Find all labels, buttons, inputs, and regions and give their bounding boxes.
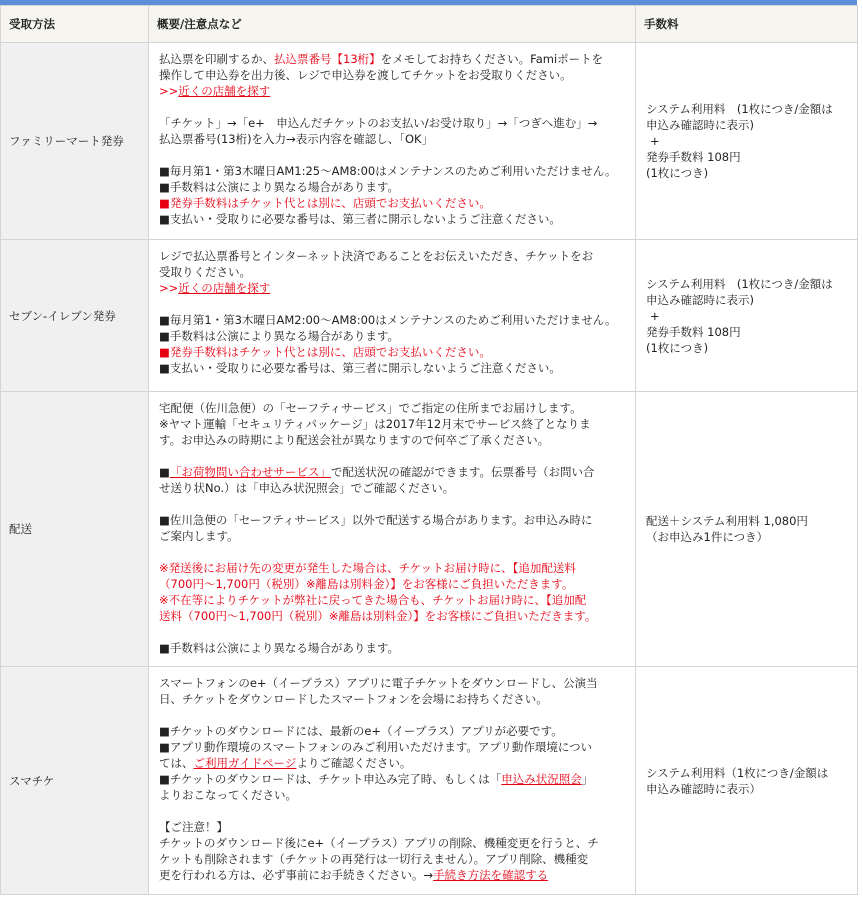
header-fee: 手数料 [636, 6, 858, 43]
application-status-link[interactable]: 申込み状況照会 [501, 772, 582, 786]
table-header-row [1, 6, 858, 43]
method-familymart: ファミリーマート発券 [1, 43, 149, 240]
payment-number-note: 払込票番号【13桁】 [274, 52, 381, 66]
table-row-smart-ticket [1, 667, 858, 895]
usage-guide-link[interactable]: ご利用ガイドページ [193, 756, 297, 770]
description-familymart: 払込票を印刷するか、払込票番号【13桁】をメモしてお持ちください。Famiポートを 操作して申込券を出力後、レジで申込券を渡してチケットをお受取りください。 >>近くの店舗を探す 「チケット」→「e+ 申込んだチケットのお支払い/お受け取り」→「つぎへ進む」→ 払込票番号(13桁)を入力→表示内容を確認し、「OK」 ■毎月第1・第3木曜日AM1:25～AM8:00はメンテナンスのためご利用いただけません。 ■手数料は公演により異なる場合があります。 ■発券手数料はチケット代とは別に、店頭でお支払いください。 ■支払い・受取りに必要な番号は、第三者に開示しないようご注意ください。 [149, 43, 636, 240]
package-tracking-link[interactable]: 「お荷物問い合わせサービス」 [169, 465, 331, 479]
method-seven-eleven: セブン-イレブン発券 [1, 240, 149, 392]
header-description: 概要/注意点など [149, 6, 636, 43]
fee-familymart: システム利用料 (1枚につき/金額は 申込み確認時に表示) + 発券手数料 108円 (1枚につき) [636, 43, 858, 240]
header-method: 受取方法 [1, 6, 149, 43]
table-row-delivery [1, 392, 858, 667]
table-row-seven-eleven [1, 240, 858, 392]
description-smart-ticket: スマートフォンのe+（イープラス）アプリに電子チケットをダウンロードし、公演当 日、チケットをダウンロードしたスマートフォンを会場にお持ちください。 ■チケットのダウンロードには、最新のe+（イープラス）アプリが必要です。 ■アプリ動作環境のスマートフォンのみご利用いただけます。アプリ動作環境につい ては、ご利用ガイドページよりご確認ください。 ■チケットのダウンロードは、チケット申込み完了時、もしくは「申込み状況照会」 よりおこなってください。 【ご注意！】 チケットのダウンロード後にe+（イープラス）アプリの削除、機種変更を行うと、チ ケットも削除されます（チケットの再発行は一切行えません）。アプリ削除、機種変 更を行われる方は、必ず事前にお手続きください。→手続き方法を確認する [149, 667, 636, 895]
find-store-link[interactable]: 近くの店舗を探す [178, 84, 271, 98]
fee-delivery: 配送＋システム利用料 1,080円 （お申込み1件につき） [636, 392, 858, 667]
fee-seven-eleven: システム利用料 (1枚につき/金額は 申込み確認時に表示) + 発券手数料 108円 (1枚につき) [636, 240, 858, 392]
procedure-check-link[interactable]: 手続き方法を確認する [433, 868, 549, 882]
method-smart-ticket: スマチケ [1, 667, 149, 895]
fee-smart-ticket: システム利用料（1枚につき/金額は 申込み確認時に表示） [636, 667, 858, 895]
delivery-methods-table [0, 5, 858, 895]
find-store-link[interactable]: 近くの店舗を探す [178, 281, 271, 295]
description-seven-eleven: レジで払込票番号とインターネット決済であることをお伝えいただき、チケットをお 受取りください。 >>近くの店舗を探す ■毎月第1・第3木曜日AM2:00～AM8:00はメンテナンスのためご利用いただけません。 ■手数料は公演により異なる場合があります。 ■発券手数料はチケット代とは別に、店頭でお支払いください。 ■支払い・受取りに必要な番号は、第三者に開示しないようご注意ください。 [149, 240, 636, 392]
table-row-familymart [1, 43, 858, 240]
method-delivery: 配送 [1, 392, 149, 667]
description-delivery: 宅配便（佐川急便）の「セーフティサービス」でご指定の住所までお届けします。 ※ヤマト運輸「セキュリティパッケージ」は2017年12月末でサービス終了となりま す。お申込みの時期により配送会社が異なりますので何卒ご了承ください。 ■「お荷物問い合わせサービス」で配送状況の確認ができます。伝票番号（お問い合 せ送り状No.）は「申込み状況照会」でご確認ください。 ■佐川急便の「セーフティサービス」以外で配送する場合があります。お申込み時に ご案内します。 ※発送後にお届け先の変更が発生した場合は、チケットお届け時に、【追加配送料 （700円～1,700円（税別）※離島は別料金）】をお客様にご負担いただきます。 ※不在等によりチケットが弊社に戻ってきた場合も、チケットお届け時に、【追加配 送料（700円～1,700円（税別）※離島は別料金）】をお客様にご負担いただきます。 ■手数料は公演により異なる場合があります。 [149, 392, 636, 667]
